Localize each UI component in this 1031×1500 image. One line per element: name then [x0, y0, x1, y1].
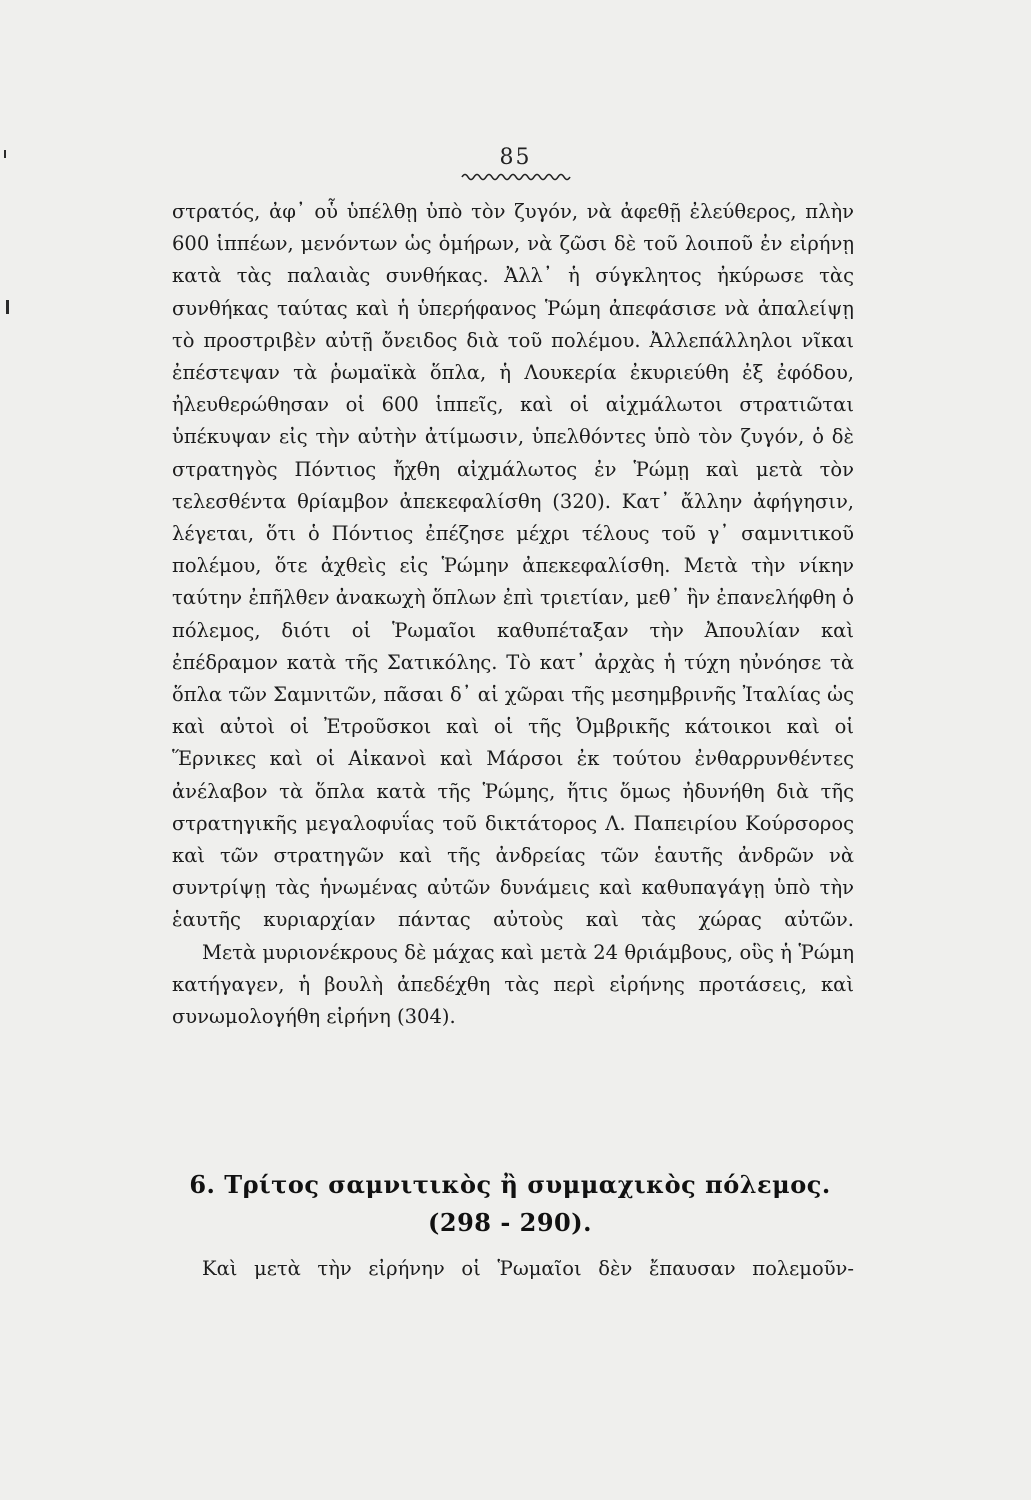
- section-heading-title: 6. Τρίτος σαμνιτικὸς ἢ συμμαχικὸς πόλεμος.: [189, 1170, 831, 1199]
- closing-line: Καὶ μετὰ τὴν εἰρήνην οἱ Ῥωμαῖοι δὲν ἔπαυσαν πολεμοῦν-: [202, 1257, 854, 1280]
- binding-edge-mark: [6, 300, 9, 314]
- section-heading: [185, 1166, 835, 1242]
- section-heading-dates: (298 - 290).: [428, 1208, 592, 1237]
- wavy-rule-ornament: [460, 168, 572, 184]
- page-number: 85: [499, 145, 532, 170]
- paragraph: Μετὰ μυριονέκρους δὲ μάχας καὶ μετὰ 24 θριάμβους, οὓς ἡ Ῥώμη κατήγαγεν, ἡ βουλὴ ἀπεδέχθη τὰς περὶ εἰρήνης προτάσεις, καὶ συνωμολογήθη εἰρήνη (304).: [172, 940, 854, 1029]
- main-text: [172, 196, 854, 1033]
- paragraph: στρατός, ἀφ᾽ οὗ ὑπέλθῃ ὑπὸ τὸν ζυγόν, νὰ ἀφεθῇ ἐλεύθερος, πλὴν 600 ἱππέων, μενόντων ὡς ὁμήρων, νὰ ζῶσι δὲ τοῦ λοιποῦ ἐν εἰρήνῃ κατὰ τὰς παλαιὰς συνθήκας. Ἀλλ᾽ ἡ σύγκλητος ἠκύρωσε τὰς συνθήκας ταύτας καὶ ἡ ὑπερήφανος Ῥώμη ἀπεφάσισε νὰ ἀπαλείψῃ τὸ προστριβὲν αὐτῇ ὄνειδος διὰ τοῦ πολέμου. Ἀλλεπάλληλοι νῖκαι ἐπέστεψαν τὰ ῥωμαϊκὰ ὅπλα, ἡ Λουκερία ἐκυριεύθη ἐξ ἐφόδου, ἠλευθερώθησαν οἱ 600 ἱππεῖς, καὶ οἱ αἰχμάλωτοι στρατιῶται ὑπέκυψαν εἰς τὴν αὐτὴν ἀτίμωσιν, ὑπελθόντες ὑπὸ τὸν ζυγόν, ὁ δὲ στρατηγὸς Πόντιος ἤχθη αἰχμάλωτος ἐν Ῥώμῃ καὶ μετὰ τὸν τελεσθέντα θρίαμβον ἀπεκεφαλίσθη (320). Κατ᾽ ἄλλην ἀφήγησιν, λέγεται, ὅτι ὁ Πόντιος ἐπέζησε μέχρι τέλους τοῦ γ᾽ σαμνιτικοῦ πολέμου, ὅτε ἀχθεὶς εἰς Ῥώμην ἀπεκεφαλίσθη. Μετὰ τὴν νίκην ταύτην ἐπῆλθεν ἀνακωχὴ ὅπλων ἐπὶ τριετίαν, μεθ᾽ ἣν ἐπανελήφθη ὁ πόλεμος, διότι οἱ Ῥωμαῖοι καθυπέταξαν τὴν Ἀπουλίαν καὶ ἐπέδραμον κατὰ τῆς Σατικόλης. Τὸ κατ᾽ ἀρχὰς ἡ τύχη ηὐνόησε τὰ ὅπλα τῶν Σαμνιτῶν, πᾶσαι δ᾽ αἱ χῶραι τῆς μεσημβρινῆς Ἰταλίας ὡς καὶ αὐτοὶ οἱ Ἐτροῦσκοι καὶ οἱ τῆς Ὀμβρικῆς κάτοικοι καὶ οἱ Ἕρνικες καὶ οἱ Αἰκανοὶ καὶ Μάρσοι ἐκ τούτου ἐνθαρρυνθέντες ἀνέλαβον τὰ ὅπλα κατὰ τῆς Ῥώμης, ἥτις ὅμως ἠδυνήθη διὰ τῆς στρατηγικῆς μεγαλοφυΐας τοῦ δικτάτορος Λ. Παπειρίου Κούρσορος καὶ τῶν στρατηγῶν καὶ τῆς ἀνδρείας τῶν ἑαυτῆς ἀνδρῶν νὰ συντρίψῃ τὰς ἡνωμένας αὐτῶν δυνάμεις καὶ καθυπαγάγῃ ὑπὸ τὴν ἑαυτῆς κυριαρχίαν πάντας αὐτοὺς καὶ τὰς χώρας αὐτῶν.: [172, 200, 854, 932]
